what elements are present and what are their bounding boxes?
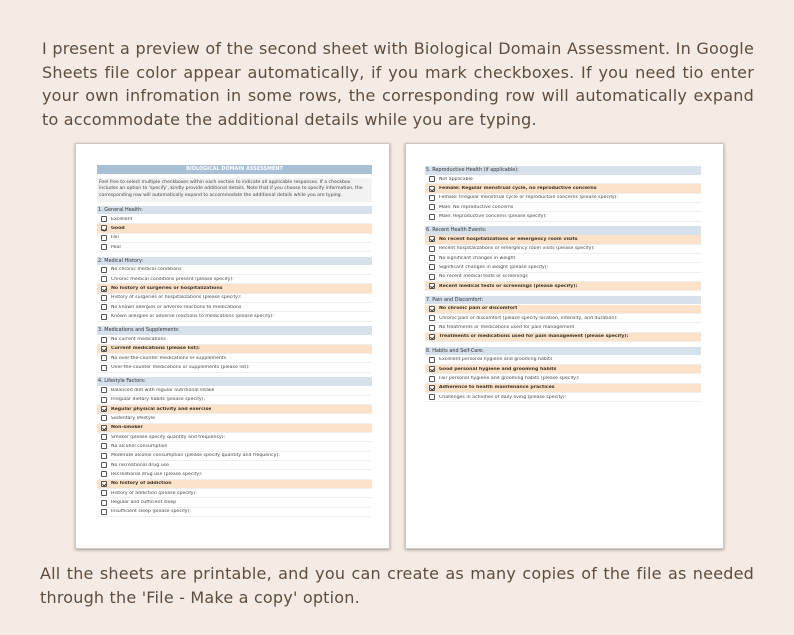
checkbox-unchecked[interactable] [429,357,435,363]
checkbox-row[interactable] [425,212,701,221]
checkbox-row[interactable] [97,345,372,354]
section-header: 1. General Health: [97,206,372,215]
checkbox-unchecked[interactable] [429,274,435,280]
checkbox-unchecked[interactable] [101,216,107,222]
checkbox-label: Over-the-counter medications or supplements (please list): [111,365,250,371]
checkbox-label: No over-the-counter medications or supplements [111,355,227,361]
checkbox-checked[interactable] [101,286,107,292]
assessment-section [97,206,372,252]
checkbox-row[interactable] [97,424,372,433]
checkbox-label: Moderate alcohol consumption (please specify quantity and frequency): [111,453,280,459]
section-header: 5. Reproductive Health (if applicable): [425,166,701,175]
checkbox-row[interactable] [97,215,372,224]
checkbox-unchecked[interactable] [101,471,107,477]
checkbox-unchecked[interactable] [101,295,107,301]
section-header: 7. Pain and Discomfort: [425,296,701,305]
checkbox-checked[interactable] [101,346,107,352]
checkbox-checked[interactable] [101,481,107,487]
checkbox-label: History of surgeries or hospitalizations (please specify): [111,295,242,301]
checkbox-label: Fair personal hygiene and grooming habits (please specify): [439,376,580,382]
checkbox-row[interactable] [97,312,372,321]
checkbox-label: No chronic pain or discomfort [439,306,518,312]
checkbox-label: Recreational drug use (please specify): [111,471,203,477]
section-header: 8. Habits and Self-Care: [425,347,701,356]
checkbox-label: No significant changes in weight [439,255,516,261]
checkbox-label: Challenges in activities of daily living (please specify): [439,394,567,400]
assessment-section [425,296,701,342]
checkbox-checked[interactable] [101,425,107,431]
checkbox-row[interactable] [425,282,701,291]
checkbox-label: No recent hospitalizations or emergency room visits [439,236,578,242]
checkbox-unchecked[interactable] [101,355,107,361]
checkbox-row[interactable] [97,433,372,442]
checkbox-row[interactable] [425,323,701,332]
intro-paragraph: I present a preview of the second sheet with Biological Domain Assessment. In Google Sheets file color appear automatically, if you mark checkboxes. If you need tio enter your own infromation in some rows, the corresponding row will automatically expand to accommodate the additional details while you are typing. [42,39,754,129]
checkbox-unchecked[interactable] [101,434,107,440]
checkbox-unchecked[interactable] [429,246,435,252]
assessment-section [425,347,701,403]
checkbox-row[interactable] [425,263,701,272]
section-header: 6. Recent Health Events: [425,226,701,235]
assessment-section [97,326,372,372]
checkbox-unchecked[interactable] [101,244,107,250]
checkbox-unchecked[interactable] [101,415,107,421]
checkbox-row[interactable] [97,386,372,395]
checkbox-label: Sedentary lifestyle [111,415,155,421]
checkbox-unchecked[interactable] [101,490,107,496]
checkbox-row[interactable] [425,175,701,184]
checkbox-row[interactable] [425,314,701,323]
checkbox-label: No recreational drug use [111,462,170,468]
checkbox-checked[interactable] [429,283,435,289]
checkbox-row[interactable] [97,396,372,405]
checkbox-row[interactable] [425,254,701,263]
checkbox-label: No chronic medical conditions [111,267,182,273]
checkbox-unchecked[interactable] [429,255,435,261]
checkbox-row[interactable] [425,305,701,314]
checkbox-row[interactable] [97,266,372,275]
checkbox-row[interactable] [97,284,372,293]
checkbox-row[interactable] [97,224,372,233]
checkbox-row[interactable] [97,452,372,461]
checkbox-label: No current medications [111,337,166,342]
checkbox-label: History of addiction (please specify): [111,490,197,496]
checkbox-label: No recent medical tests or screenings [439,274,528,280]
checkbox-label: Female: Irregular menstrual cycle or reproductive concerns (please specify): [439,195,619,201]
checkbox-row[interactable] [425,194,701,203]
checkbox-unchecked[interactable] [429,394,435,400]
section-header: 3. Medications and Supplements: [97,326,372,335]
checkbox-row[interactable] [97,354,372,363]
sheet-preview-left [75,143,390,549]
checkbox-label: Excellent [111,216,133,222]
outro-paragraph: All the sheets are printable, and you can create as many copies of the file as needed through the 'File - Make a copy' option. [40,564,754,607]
checkbox-label: Insufficient sleep (please specify): [111,509,191,515]
checkbox-row[interactable] [425,245,701,254]
assessment-section [97,257,372,322]
checkbox-label: Poor [111,244,122,250]
checkbox-row[interactable] [97,470,372,479]
checkbox-row[interactable] [97,489,372,498]
checkbox-unchecked[interactable] [101,500,107,506]
checkbox-checked[interactable] [429,366,435,372]
checkbox-row[interactable] [425,365,701,374]
checkbox-unchecked[interactable] [101,337,107,343]
assessment-section [97,377,372,517]
checkbox-label: Chronic pain or discomfort (please specify location, intensity, and duration): [439,315,618,321]
checkbox-label: Balanced diet with regular nutritional intake [111,387,215,393]
checkbox-checked[interactable] [429,186,435,192]
checkbox-unchecked[interactable] [101,397,107,403]
checkbox-unchecked[interactable] [429,176,435,182]
checkbox-unchecked[interactable] [101,387,107,393]
checkbox-row[interactable] [425,333,701,342]
checkbox-row[interactable] [97,498,372,507]
checkbox-unchecked[interactable] [429,376,435,382]
checkbox-unchecked[interactable] [429,214,435,220]
checkbox-row[interactable] [97,414,372,423]
checkbox-unchecked[interactable] [101,443,107,449]
checkbox-row[interactable] [425,273,701,282]
checkbox-checked[interactable] [429,236,435,242]
checkbox-label: Adherence to health maintenance practices [439,385,555,391]
checkbox-row[interactable] [97,243,372,252]
checkbox-unchecked[interactable] [101,314,107,320]
checkbox-label: No alcohol consumption [111,443,168,449]
section-header: 4. Lifestyle Factors: [97,377,372,386]
checkbox-row[interactable] [97,335,372,344]
checkbox-row[interactable] [97,275,372,284]
right-sections [425,166,701,402]
checkbox-row[interactable] [97,363,372,372]
checkbox-row[interactable] [425,393,701,402]
checkbox-unchecked[interactable] [101,304,107,310]
checkbox-row[interactable] [97,234,372,243]
checkbox-label: Chronic medical conditions present (please specify): [111,276,234,282]
checkbox-row[interactable] [425,203,701,212]
checkbox-label: No treatments or medications used for pain management [439,325,575,331]
checkbox-unchecked[interactable] [101,365,107,371]
checkbox-row[interactable] [97,508,372,517]
checkbox-row[interactable] [97,461,372,470]
checkbox-row[interactable] [425,356,701,365]
checkbox-label: No history of addiction [111,481,172,487]
checkbox-label: Male: No reproductive concerns [439,204,514,210]
checkbox-checked[interactable] [429,385,435,391]
checkbox-unchecked[interactable] [101,235,107,241]
checkbox-label: Female: Regular menstrual cycle, no reproductive concerns [439,186,597,192]
checkbox-label: Known allergies or adverse reactions to medications (please specify): [111,314,275,320]
checkbox-label: Regular physical activity and exercise [111,406,212,412]
checkbox-unchecked[interactable] [429,325,435,331]
checkbox-label: Not applicable [439,176,473,182]
assessment-section [425,226,701,291]
checkbox-row[interactable] [425,374,701,383]
checkbox-unchecked[interactable] [101,276,107,282]
checkbox-unchecked[interactable] [101,267,107,273]
checkbox-label: Good personal hygiene and grooming habits [439,366,557,372]
checkbox-label: Non-smoker [111,425,143,431]
checkbox-label: Male: Reproductive concerns (please specify): [439,214,547,220]
assessment-section [425,166,701,222]
checkbox-unchecked[interactable] [429,204,435,210]
checkbox-label: Current medications (please list): [111,346,200,352]
checkbox-checked[interactable] [429,306,435,312]
checkbox-unchecked[interactable] [429,315,435,321]
checkbox-row[interactable] [425,235,701,244]
checkbox-label: No history of surgeries or hospitalizations [111,286,223,292]
checkbox-label: Recent hospitalizations or emergency room visits (please specify): [439,246,595,252]
checkbox-row[interactable] [97,480,372,489]
checkbox-checked[interactable] [429,334,435,340]
checkbox-row[interactable] [97,294,372,303]
checkbox-row[interactable] [425,184,701,193]
checkbox-label: Significant changes in weight (please specify): [439,264,549,270]
checkbox-label: Irregular dietary habits (please specify): [111,397,206,403]
checkbox-unchecked[interactable] [429,195,435,201]
checkbox-row[interactable] [97,442,372,451]
section-header: 2. Medical History: [97,257,372,266]
checkbox-unchecked[interactable] [101,462,107,468]
checkbox-label: Good [111,225,125,231]
checkbox-row[interactable] [97,303,372,312]
checkbox-label: Fair [111,235,120,241]
checkbox-unchecked[interactable] [101,509,107,515]
checkbox-unchecked[interactable] [101,453,107,459]
document-title: BIOLOGICAL DOMAIN ASSESSMENT [97,165,372,174]
checkbox-checked[interactable] [101,225,107,231]
checkbox-label: Excellent personal hygiene and grooming habits [439,357,553,363]
checkbox-label: Treatments or medications used for pain management (please specify): [439,334,629,340]
checkbox-row[interactable] [97,405,372,414]
checkbox-checked[interactable] [101,406,107,412]
checkbox-label: Regular and sufficient sleep [111,500,177,505]
document-instructions: Feel free to select multiple checkboxes within each section to indicate all applicable responses. If a checkbox includes an option to 'specify', kindly provide additional details. Note that if you choose to specify information, the corresponding row will automatically expand to accommodate the additional details while you are typing. [97,178,372,202]
sheet-preview-right [405,143,724,549]
checkbox-label: Smoker (please specify quantity and frequency): [111,434,226,440]
left-sections [97,206,372,517]
checkbox-label: Recent medical tests or screenings (please specify): [439,283,578,289]
checkbox-row[interactable] [425,384,701,393]
checkbox-label: No known allergies or adverse reactions to medications [111,304,242,310]
checkbox-unchecked[interactable] [429,264,435,270]
